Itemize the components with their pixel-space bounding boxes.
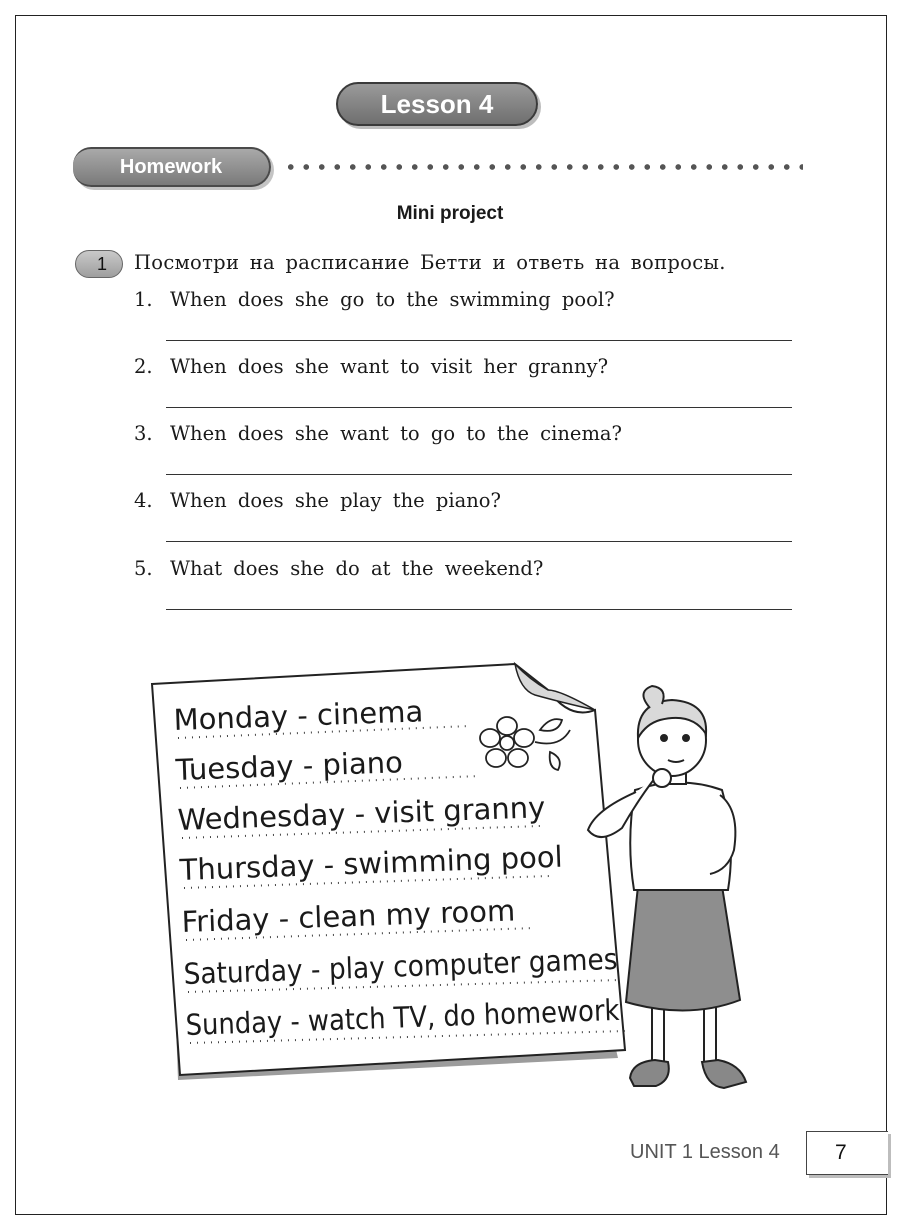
- answer-line[interactable]: [166, 541, 792, 542]
- question: [134, 355, 608, 378]
- task-number-badge: 1: [75, 250, 123, 278]
- schedule-line: Tuesday - piano: [175, 745, 404, 787]
- lesson-title: Lesson 4: [336, 82, 538, 126]
- question-number: 3.: [134, 422, 153, 445]
- schedule-line: Thursday - swimming pool: [179, 839, 564, 887]
- question-number: 1.: [134, 288, 153, 311]
- schedule-line: Saturday - play computer games: [183, 940, 661, 991]
- question-text: What does she do at the weekend?: [170, 557, 544, 580]
- question-number: 4.: [134, 489, 153, 512]
- schedule-line: Sunday - watch TV, do homework: [185, 991, 674, 1042]
- footer-unit-label: UNIT 1 Lesson 4: [630, 1141, 780, 1163]
- answer-line[interactable]: [166, 407, 792, 408]
- question-text: When does she want to visit her granny?: [170, 355, 609, 378]
- schedule-line: Wednesday - visit granny: [177, 790, 546, 837]
- question: [134, 288, 615, 311]
- schedule-line: Monday - cinema: [173, 694, 424, 737]
- subtitle: Mini project: [396, 203, 504, 224]
- homework-tab: Homework: [73, 147, 271, 187]
- question-text: When does she go to the swimming pool?: [170, 288, 615, 311]
- question-text: When does she play the piano?: [170, 489, 501, 512]
- schedule-illustration: [140, 650, 760, 1100]
- question-number: 2.: [134, 355, 153, 378]
- answer-line[interactable]: [166, 609, 792, 610]
- question-text: When does she want to go to the cinema?: [170, 422, 623, 445]
- question: [134, 557, 543, 580]
- question: [134, 422, 622, 445]
- question-number: 5.: [134, 557, 153, 580]
- schedule-line: Friday - clean my room: [181, 893, 516, 939]
- answer-line[interactable]: [166, 340, 792, 341]
- page-number: 7: [806, 1131, 888, 1175]
- task-instruction: Посмотри на расписание Бетти и ответь на вопросы.: [134, 251, 726, 274]
- answer-line[interactable]: [166, 474, 792, 475]
- dotted-divider: [283, 163, 803, 171]
- question: [134, 489, 501, 512]
